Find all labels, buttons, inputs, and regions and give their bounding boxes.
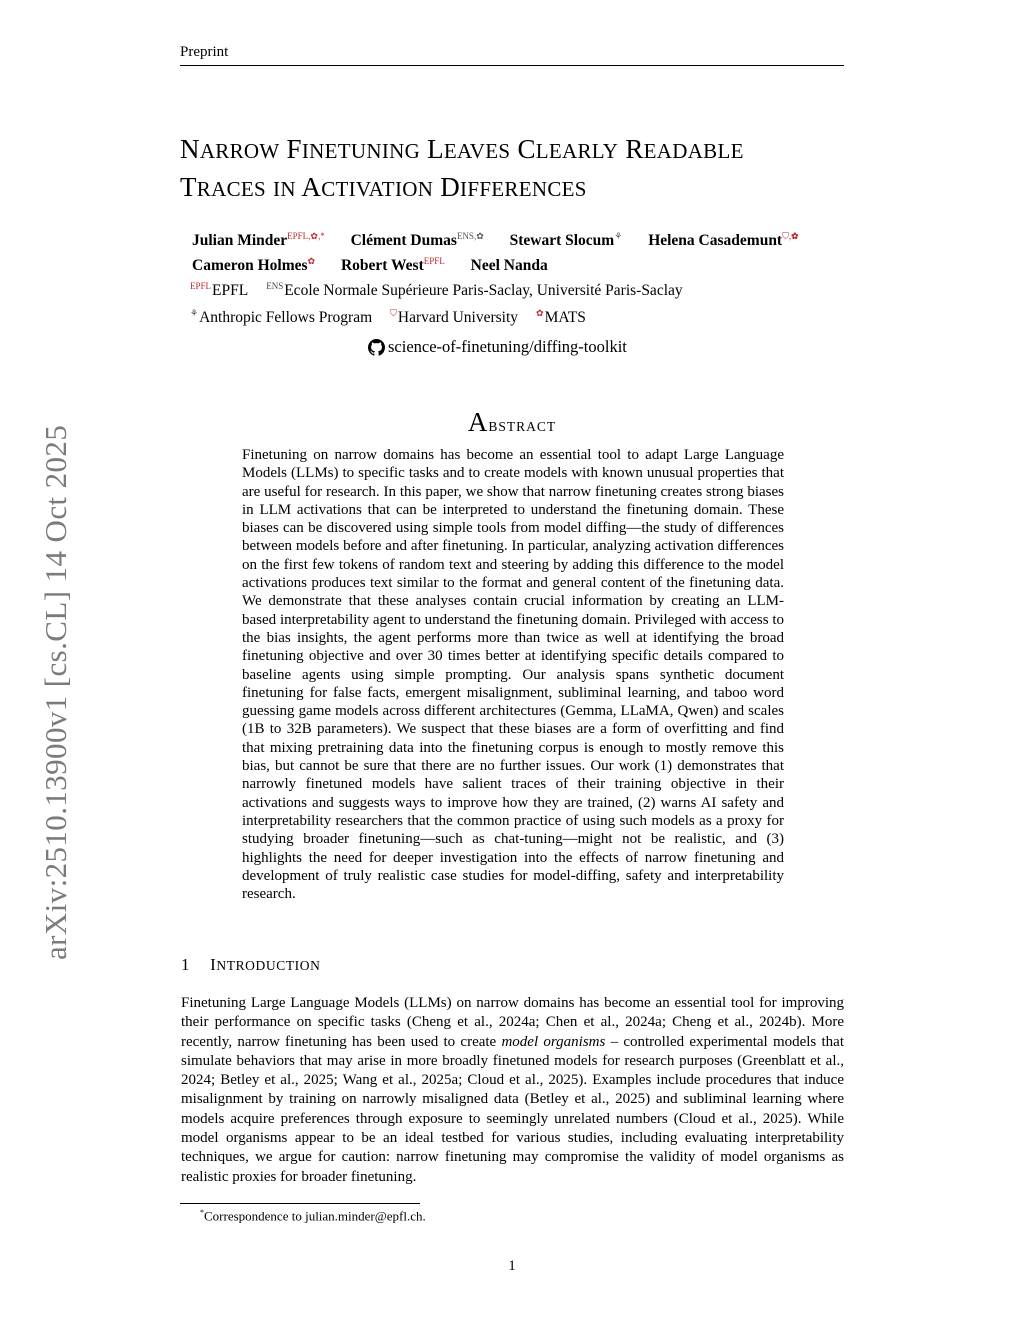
- footnote-mark: *: [200, 1208, 204, 1217]
- heading-cap: I: [210, 955, 217, 974]
- affiliation-mats: MATS: [544, 309, 586, 327]
- footnote: [200, 1208, 426, 1224]
- title-line-1: [180, 131, 860, 169]
- author-name: Stewart Slocum: [509, 232, 615, 250]
- footnote-text: Correspondence to julian.minder@epfl.ch.: [204, 1208, 426, 1224]
- paper-title: [180, 131, 860, 207]
- affiliation-anthropic: Anthropic Fellows Program: [199, 309, 373, 327]
- affiliations: [190, 275, 683, 329]
- author: [341, 257, 445, 274]
- author-name: Robert West: [340, 257, 424, 275]
- title-word: ACTIVATION: [301, 172, 434, 202]
- affiliation-marks: ENS,✿: [456, 231, 484, 241]
- author: [648, 232, 798, 249]
- header-rule: [180, 65, 844, 66]
- title-word: CLEARLY: [517, 134, 619, 164]
- ens-logo: ENS: [266, 281, 284, 291]
- affiliation-row-1: [190, 275, 683, 302]
- affiliation-marks: ⛉,✿: [782, 231, 799, 241]
- introduction-paragraph: [181, 994, 844, 1187]
- footnote-rule: [180, 1203, 420, 1204]
- heading-rest: NTRODUCTION: [216, 958, 321, 973]
- intro-emphasis: model organisms: [501, 1033, 606, 1050]
- heading-cap: A: [467, 407, 489, 437]
- author-row-1: [192, 226, 821, 251]
- title-line-2: [180, 169, 860, 207]
- author-row-2: [192, 251, 821, 276]
- section-number: 1: [181, 955, 191, 974]
- affiliation-marks: ✿: [307, 256, 316, 267]
- author-name: Neel Nanda: [470, 257, 548, 275]
- anthropic-logo: ⚘: [190, 308, 199, 319]
- github-icon: [368, 339, 385, 356]
- title-word: IN: [273, 177, 296, 201]
- mats-logo: ✿: [536, 308, 544, 319]
- author-list: [192, 226, 821, 276]
- author: [192, 257, 315, 274]
- title-word: READABLE: [625, 134, 744, 164]
- epfl-logo: EPFL: [190, 281, 212, 291]
- title-word: DIFFERENCES: [440, 172, 587, 202]
- repository-label[interactable]: science-of-finetuning/diffing-toolkit: [388, 337, 627, 356]
- title-word: TRACES: [180, 172, 266, 202]
- title-word: LEAVES: [427, 134, 511, 164]
- affiliation-marks: EPFL: [423, 256, 445, 267]
- heading-rest: BSTRACT: [488, 419, 557, 434]
- intro-text-part-1: Finetuning Large Language Models (LLMs) on narrow domains has become an essential tool for improving their performance on specific tasks (Cheng et al., 2024a; Chen et al., 2024a; Cheng et al., 2024b). More recently, narrow finetuning has been used to create: [181, 995, 844, 1050]
- author-name: Clément Dumas: [350, 232, 457, 250]
- affiliation-marks: ⚘: [614, 231, 623, 241]
- author-name: Cameron Holmes: [192, 257, 308, 275]
- affiliation-marks: EPFL,✿,*: [287, 231, 325, 241]
- affiliation-harvard: Harvard University: [397, 309, 519, 327]
- section-heading-introduction: [181, 955, 320, 975]
- title-word: NARROW: [180, 134, 280, 164]
- title-word: FINETUNING: [286, 134, 421, 164]
- author-name: Helena Casademunt: [648, 232, 783, 250]
- repository-link[interactable]: [368, 337, 627, 357]
- affiliation-row-2: [190, 302, 683, 329]
- author: [351, 232, 484, 249]
- affiliation-epfl: EPFL: [212, 282, 249, 300]
- author: [192, 232, 325, 249]
- intro-text-part-2: – controlled experimental models that simulate behaviors that may arise in more broadly finetuned models for research purposes (Greenblatt et al., 2024; Betley et al., 2025; Wang et al., 2025a; Cloud et al., 2025). Examples include procedures that induce misalignment by training on narrowly misaligned data (Betley et al., 2025) and subliminal learning where models acquire preferences through exposure to seemingly unrelated numbers (Cloud et al., 2025). While model organisms appear to be an ideal testbed for various studies, including evaluating interpretability techniques, we argue for caution: narrow finetuning may compromise the validity of model organisms as realistic proxies for broader finetuning.: [181, 1033, 845, 1185]
- affiliation-ens: Ecole Normale Supérieure Paris-Saclay, Université Paris-Saclay: [284, 282, 683, 300]
- abstract-heading: [0, 407, 1024, 438]
- harvard-shield-icon: ⛉: [390, 308, 397, 319]
- author-name: Julian Minder: [192, 232, 288, 250]
- page-number: 1: [508, 1258, 516, 1274]
- arxiv-stamp-text: arXiv:2510.13900v1 [cs.CL] 14 Oct 2025: [38, 424, 73, 960]
- running-head: Preprint: [180, 44, 229, 60]
- author: [471, 257, 548, 274]
- abstract-text: Finetuning on narrow domains has become an essential tool to adapt Large Language Models (LLMs) to specific tasks and to create models with known unusual properties that are useful for research. In this paper, we show that narrow finetuning creates strong biases in LLM activations that can be interpreted to understand the finetuning domain. These biases can be discovered using simple tools from model diffing—the study of differences between models before and after finetuning. In particular, analyzing activation differences on the first few tokens of random text and steering by adding this difference to the model activations produces text similar to the format and general content of the finetuning data. We demonstrate that these analyses contain crucial information by creating an LLM-based interpretability agent to understand the finetuning domain. Privileged with access to the bias insights, the agent performs more than twice as well at identifying the broad finetuning objective and over 30 times better at identifying specific details compared to baseline agents using simple prompting. Our analysis spans synthetic document finetuning for false facts, emergent misalignment, subliminal learning, and taboo word guessing game models across different architectures (Gemma, LLaMA, Qwen) and scales (1B to 32B parameters). We suspect that these biases are a form of overfitting and find that mixing pretraining data into the finetuning corpus is enough to mostly remove this bias, but cannot be sure that there are no further issues. Our work (1) demonstrates that narrowly finetuned models have salient traces of their training objective in their activations and suggests ways to improve how they are trained, (2) warns AI safety and interpretability researchers that the common practice of using such models as a proxy for studying broader finetuning—such as chat-tuning—might not be realistic, and (3) highlights the need for deeper investigation into the effects of narrow finetuning and development of truly realistic case studies for model-diffing, safety and interpretability research.: [242, 447, 784, 903]
- author: [510, 232, 623, 249]
